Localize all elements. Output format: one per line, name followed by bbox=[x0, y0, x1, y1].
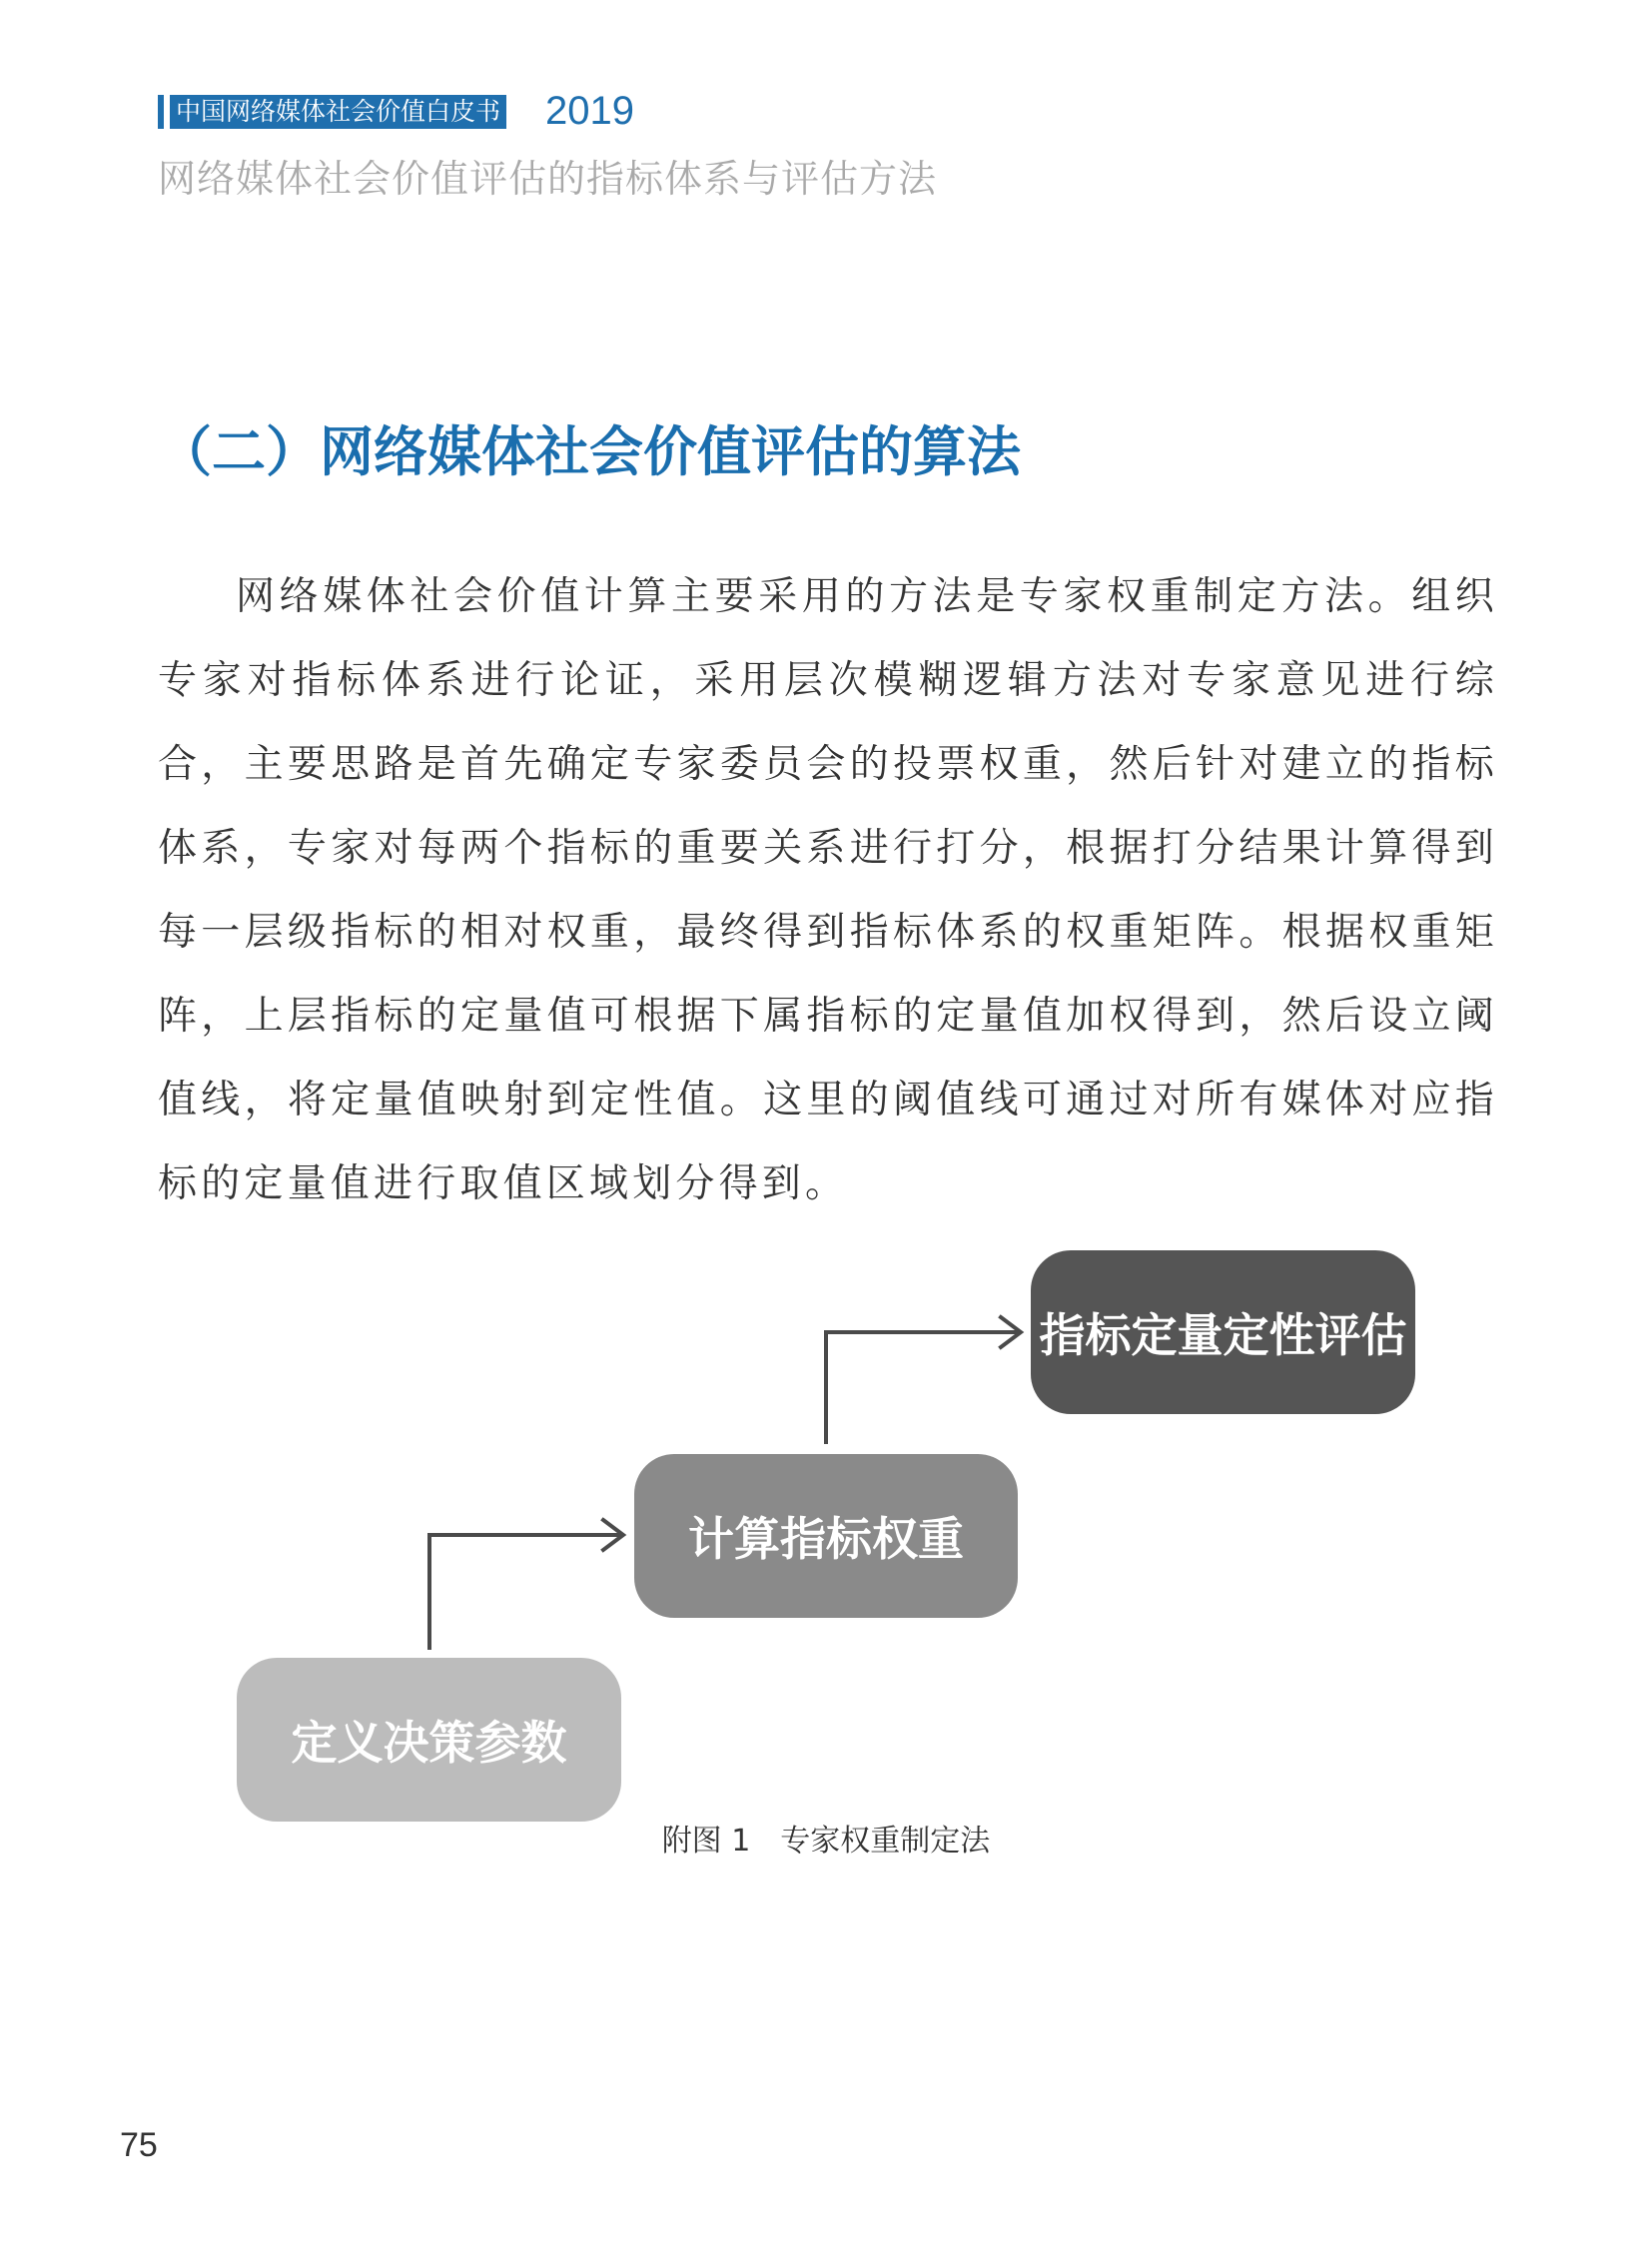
body-paragraph: 网络媒体社会价值计算主要采用的方法是专家权重制定方法。组织专家对指标体系进行论证，采用层次模糊逻辑方法对专家意见进行综合，主要思路是首先确定专家委员会的投票权重，然后针对建立的指标体系，专家对每两个指标的重要关系进行打分，根据打分结果计算得到每一层级指标的相对权重，最终得到指标体系的权重矩阵。根据权重矩阵，上层指标的定量值可根据下属指标的定量值加权得到，然后设立阈值线，将定量值映射到定性值。这里的阈值线可通过对所有媒体对应指标的定量值进行取值区域划分得到。 bbox=[158, 574, 1498, 1206]
arrow-param-to-weight bbox=[429, 1535, 621, 1648]
chapter-title: 网络媒体社会价值评估的指标体系与评估方法 bbox=[158, 157, 938, 201]
flow-step-evaluation: 指标定量定性评估 bbox=[1031, 1250, 1415, 1414]
book-year: 2019 bbox=[545, 89, 634, 133]
flow-step-weight: 计算指标权重 bbox=[634, 1454, 1018, 1618]
book-title: 中国网络媒体社会价值白皮书 bbox=[170, 95, 506, 129]
page-number: 75 bbox=[120, 2126, 158, 2164]
figure-caption: 附图 1 专家权重制定法 bbox=[661, 1824, 991, 1859]
arrow-weight-to-eval bbox=[826, 1332, 1019, 1442]
section-heading: （二）网络媒体社会价值评估的算法 bbox=[158, 420, 1021, 483]
flow-step-parameters: 定义决策参数 bbox=[237, 1658, 621, 1822]
